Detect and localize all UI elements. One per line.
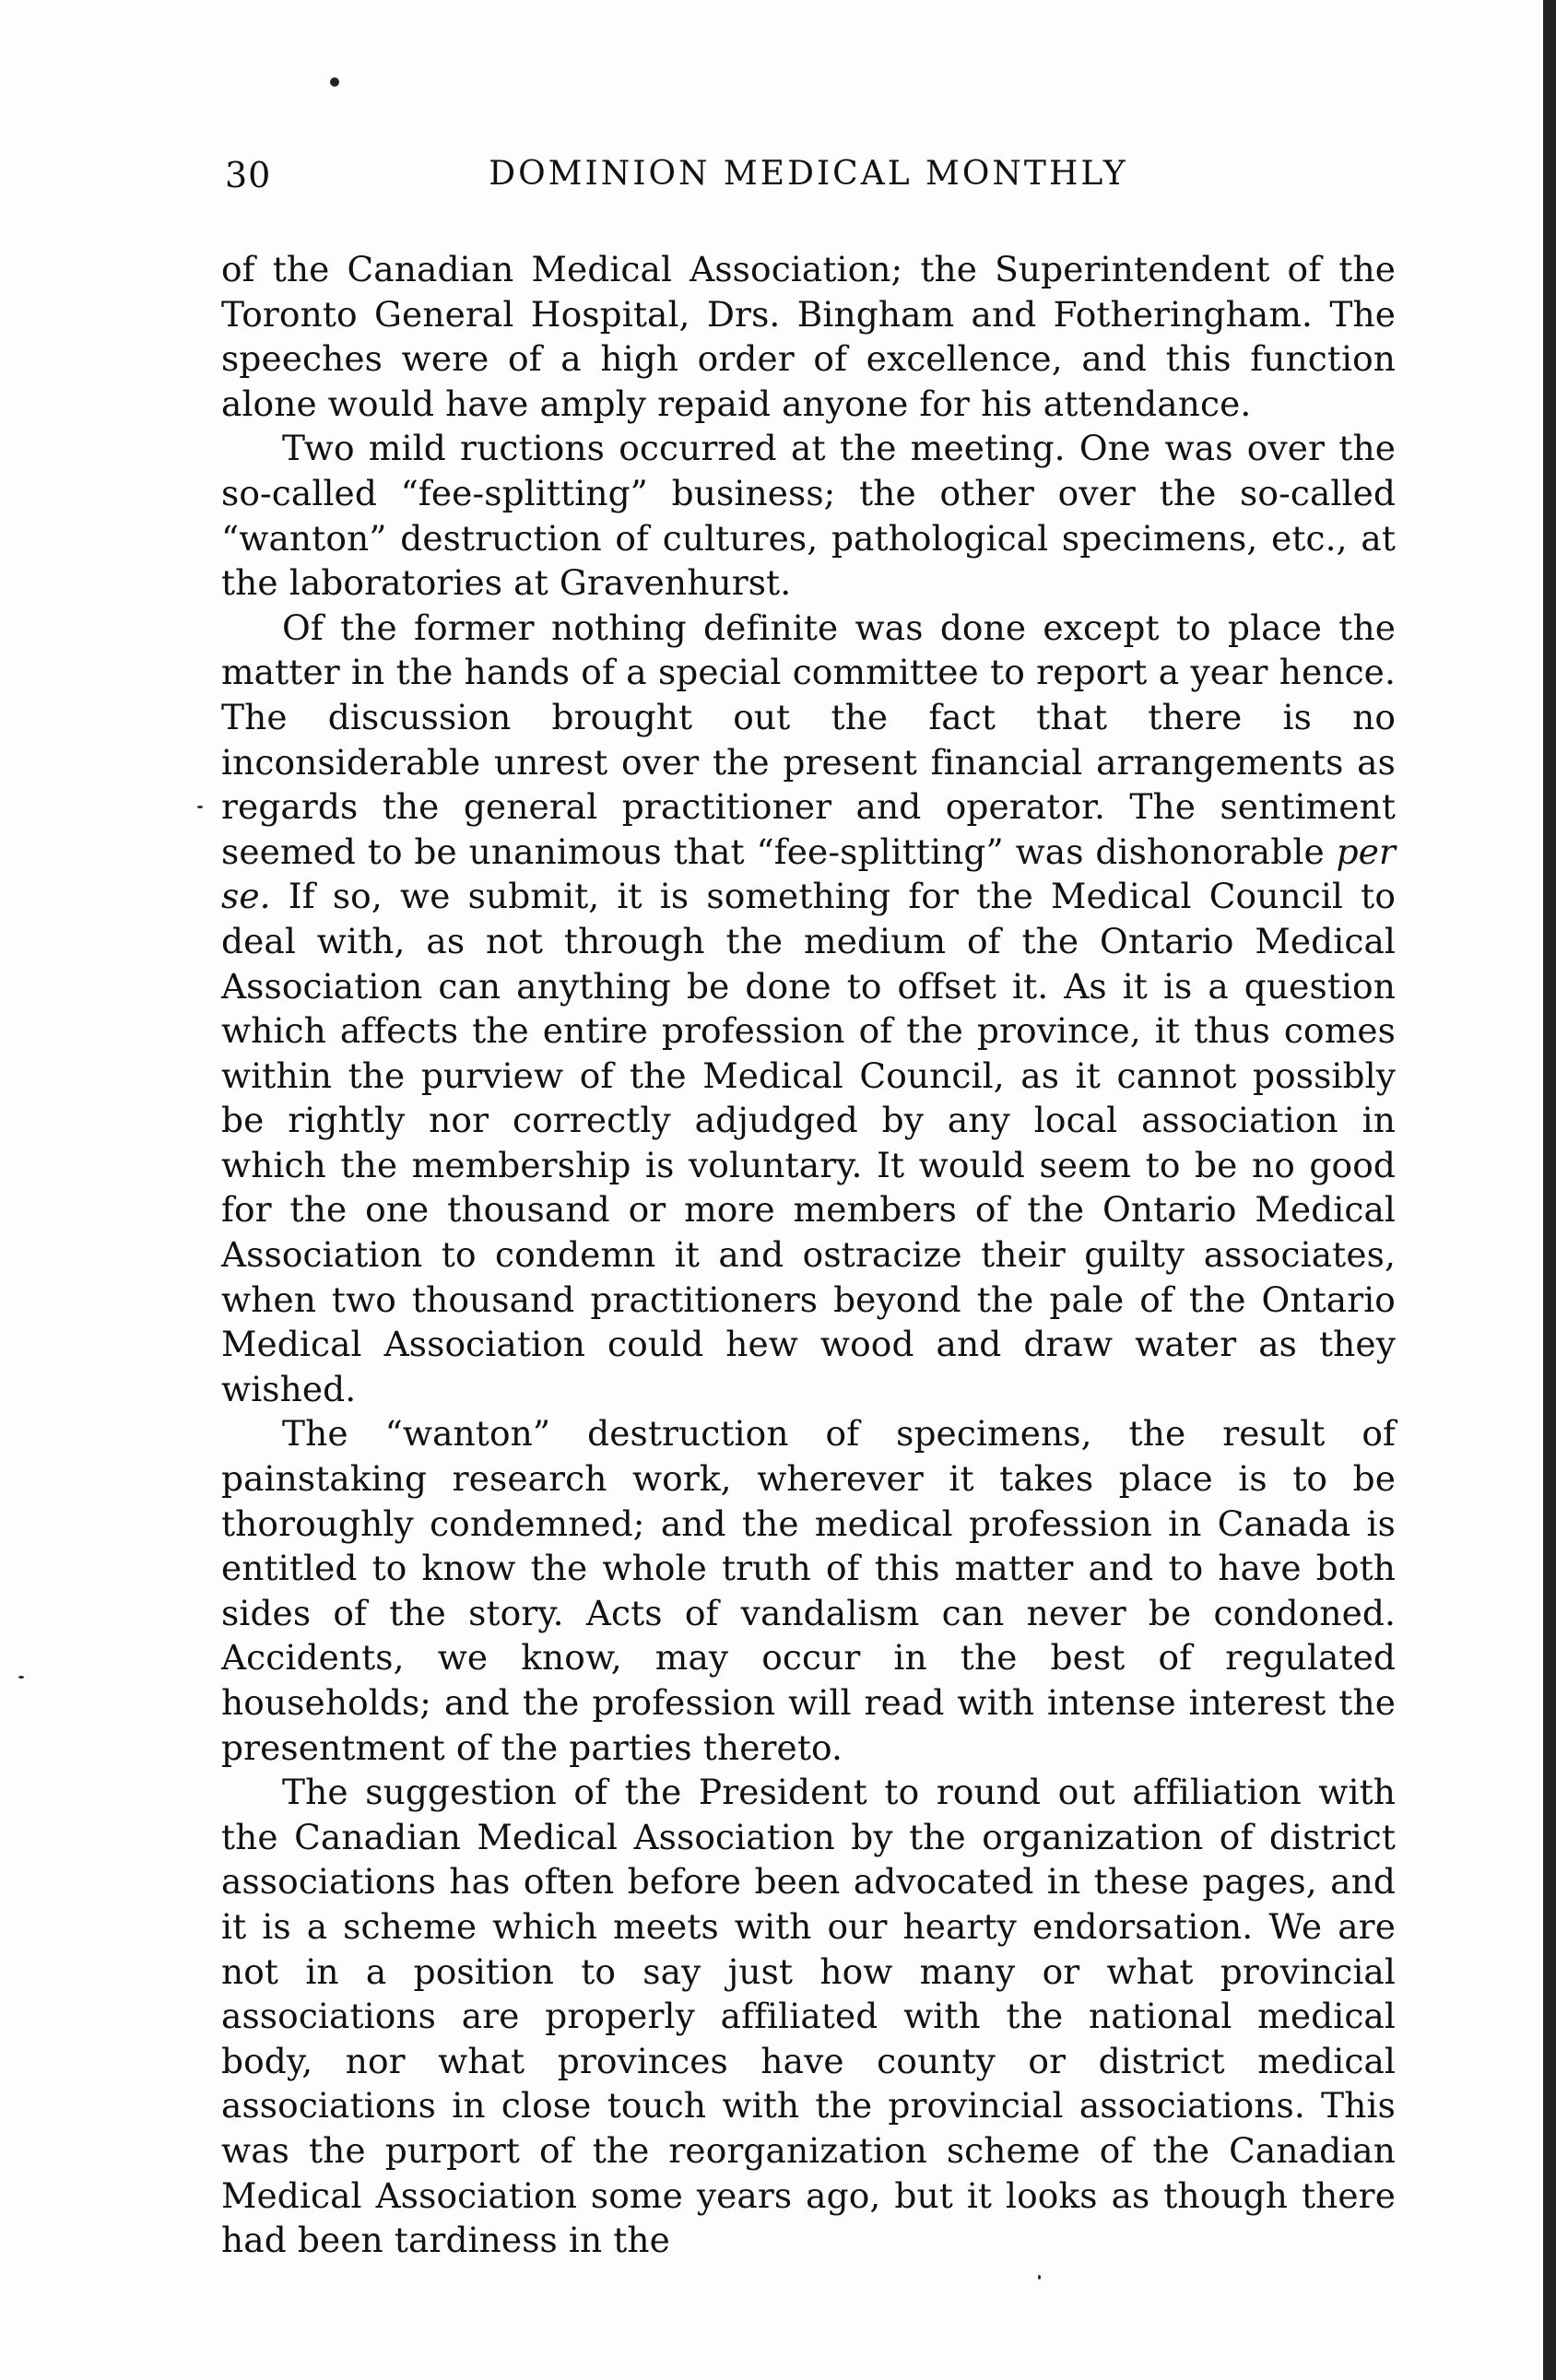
scan-speck xyxy=(330,77,339,87)
paragraph-text: Of the former nothing definite was done except to place the matter in the hands of a special committee to report a year hence. The discussion brought out the fact that there is no inconsiderable unrest over the present financial arrangements as regards the general practitioner and operator. The sentiment seemed to be unanimous that “fee-splitting” was dishonorable xyxy=(221,607,1396,872)
article-body xyxy=(221,247,1396,2263)
scan-speck xyxy=(18,1676,24,1679)
paragraph xyxy=(221,606,1396,1412)
latin-phrase: per se. xyxy=(221,831,1396,917)
paragraph: of the Canadian Medical Association; the Superintendent of the Toronto General Hospital, Drs. Bingham and Fotheringham. The speeches were of a high order of excellence, and this function alone would have amply repaid anyone for his attendance. xyxy=(221,249,1396,424)
scan-speck xyxy=(1038,2275,1041,2280)
page-number: 30 xyxy=(225,155,272,195)
paragraph: The “wanton” destruction of specimens, the result of painstaking research work, wherever it takes place is to be thoroughly condemned; and the medical profession in Canada is entitled to know the whole truth of this matter and to have both sides of the story. Acts of vandalism can never be condoned. Accidents, we know, may occur in the best of regulated households; and the profession will read with intense interest the presentment of the parties thereto. xyxy=(221,1413,1396,1768)
paragraph: The suggestion of the President to round out affiliation with the Canadian Medical Association by the organization of district associations has often before been advocated in these pages, and it is a scheme which meets with our hearty endorsation. We are not in a position to say just how many or what provincial associations are properly affiliated with the national medical body, nor what provinces have county or district medical associations in close touch with the provincial associations. This was the purport of the reorganization scheme of the Canadian Medical Association some years ago, but it looks as though there had been tardiness in the xyxy=(221,1772,1396,2261)
journal-title: DOMINION MEDICAL MONTHLY xyxy=(489,155,1128,193)
scan-speck xyxy=(197,806,203,808)
running-header xyxy=(221,155,1396,205)
paragraph: Two mild ructions occurred at the meeting. One was over the so-called “fee-splitting” business; the other over the so-called “wanton” destruction of cultures, pathological specimens, etc., at the laboratories at Gravenhurst. xyxy=(221,428,1396,604)
scan-edge xyxy=(1543,0,1556,2380)
paragraph-text: If so, we submit, it is something for the Medical Council to deal with, as not through the medium of the Ontario Medical Association can anything be done to offset it. As it is a question which affects the entire profession of the province, it thus comes within the purview of the Medical Council, as it cannot possibly be rightly nor correctly adjudged by any local association in which the membership is voluntary. It would seem to be no good for the one thousand or more members of the Ontario Medical Association to condemn it and ostracize their guilty associates, when two thousand practitioners beyond the pale of the Ontario Medical Association could hew wood and draw water as they wished. xyxy=(221,876,1396,1409)
